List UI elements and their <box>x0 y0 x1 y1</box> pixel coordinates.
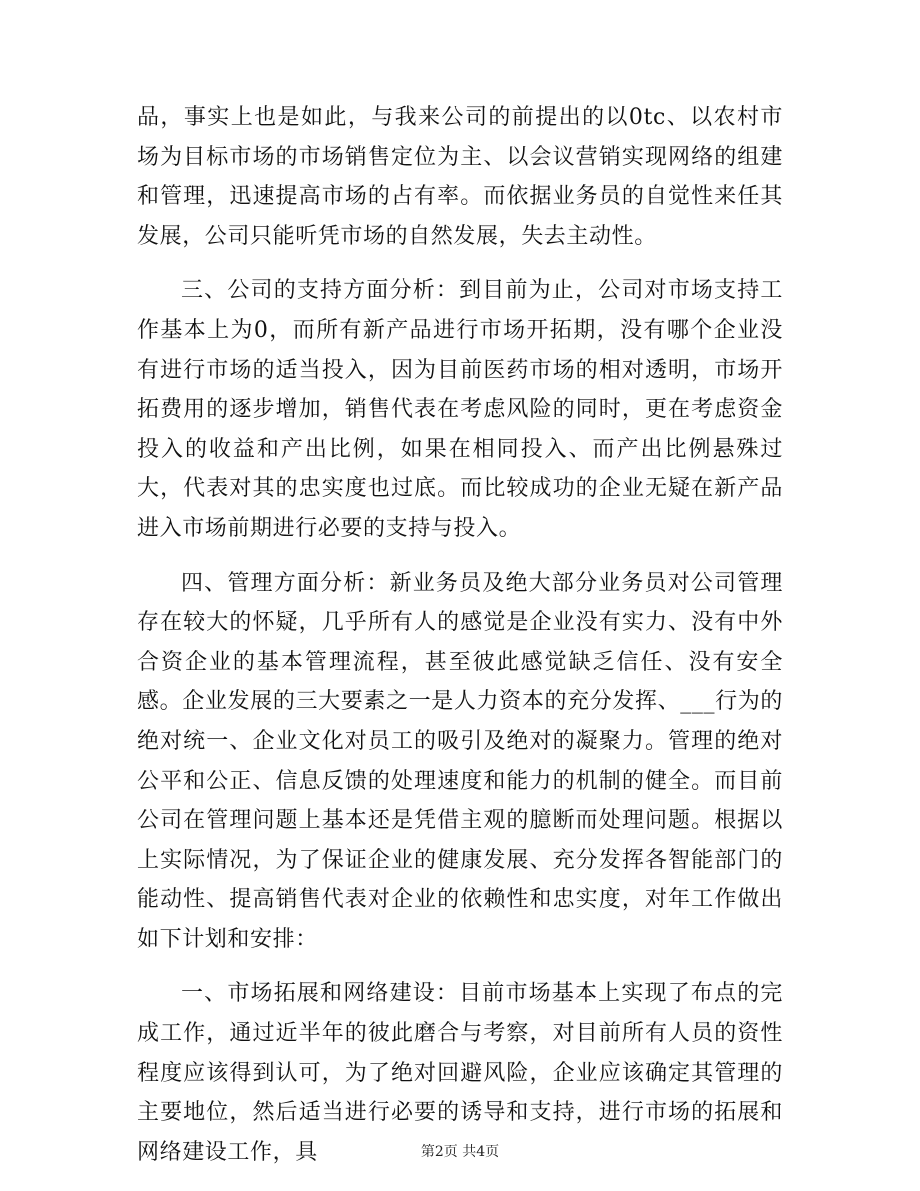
page-number-label: 第2页 共4页 <box>420 1144 500 1160</box>
document-body <box>137 98 783 1172</box>
paragraph-management: 四、管理方面分析：新业务员及绝大部分业务员对公司管理存在较大的怀疑，几乎所有人的感觉是企业没有实力、没有中外合资企业的基本管理流程，甚至彼此感觉缺乏信任、没有安全感。企业发展的三大要素之一是人力资本的充分发挥、___行为的绝对统一、企业文化对员工的吸引及绝对的凝聚力。管理的绝对公平和公正、信息反馈的处理速度和能力的机制的健全。而目前公司在管理问题上基本还是凭借主观的臆断而处理问题。根据以上实际情况，为了保证企业的健康发展、充分发挥各智能部门的能动性、提高销售代表对企业的依赖性和忠实度，对年工作做出如下计划和安排： <box>137 570 783 952</box>
paragraph-company-support: 三、公司的支持方面分析：到目前为止，公司对市场支持工作基本上为0，而所有新产品进行市场开拓期，没有哪个企业没有进行市场的适当投入，因为目前医药市场的相对透明，市场开拓费用的逐步增加，销售代表在考虑风险的同时，更在考虑资金投入的收益和产出比例，如果在相同投入、而产出比例悬殊过大，代表对其的忠实度也过底。而比较成功的企业无疑在新产品进入市场前期进行必要的支持与投入。 <box>137 278 783 541</box>
paragraph-continuation: 品，事实上也是如此，与我来公司的前提出的以0tc、以农村市场为目标市场的市场销售定位为主、以会议营销实现网络的组建和管理，迅速提高市场的占有率。而依据业务员的自觉性来任其发展，公司只能听凭市场的自然发展，失去主动性。 <box>137 105 783 249</box>
page-footer <box>0 1141 920 1161</box>
paragraph-market-expansion: 一、市场拓展和网络建设：目前市场基本上实现了布点的完成工作，通过近半年的彼此磨合与考察，对目前所有人员的资性程度应该得到认可，为了绝对回避风险，企业应该确定其管理的主要地位，然后适当进行必要的诱导和支持，进行市场的拓展和网络建设工作，具 <box>137 981 783 1165</box>
